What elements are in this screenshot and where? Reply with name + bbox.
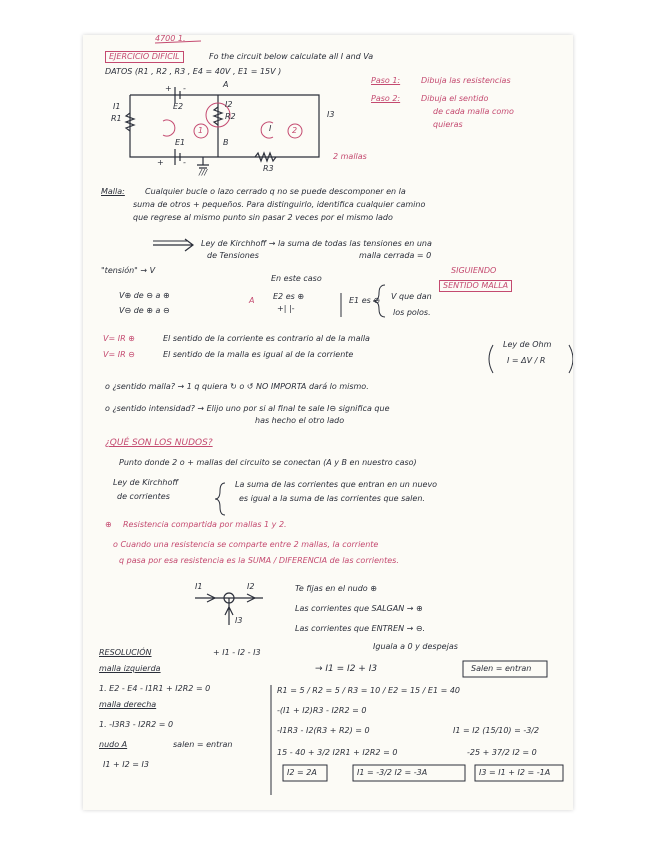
kirchhoff-current-2: de corrientes: [117, 492, 170, 501]
step1-text: Dibuja las resistencias: [421, 76, 511, 85]
kirchhoff-voltage-1: Ley de Kirchhoff → la suma de todas las tensiones en una: [201, 239, 432, 248]
node-i3: I3: [235, 616, 243, 625]
question-sentido-malla: o ¿sentido malla? → 1 q quiera ↻ o ↺ NO IMPORTA dará lo mismo.: [105, 382, 369, 391]
v-que-dan: V que dan: [391, 292, 432, 301]
nodos-title: ¿QUÉ SON LOS NUDOS?: [105, 438, 213, 448]
circuit-loop-I: I: [269, 124, 272, 133]
circuit-label-R1: R1: [111, 114, 122, 123]
ohm-law-title: Ley de Ohm: [503, 340, 552, 349]
circuit-label-I1: I1: [113, 102, 121, 111]
step2-label: Paso 2:: [371, 94, 401, 103]
solution-right-mesh: malla derecha: [99, 700, 157, 709]
solution-step-5: -25 + 37/2 I2 = 0: [467, 748, 537, 757]
shared-note-2: q pasa por esa resistencia es la SUMA / DIFERENCIA de las corrientes.: [119, 556, 399, 565]
exercise-tag: EJERCICIO DIFICIL: [105, 51, 184, 63]
node-iguala: Iguala a 0 y despejas: [373, 642, 458, 651]
circuit-label-A: A: [223, 80, 229, 89]
circuit-label-B: B: [223, 138, 229, 147]
solution-node-A: nudo A: [99, 740, 128, 749]
v-que-polos: los polos.: [393, 308, 431, 317]
circuit-mesh-1: 1: [198, 126, 204, 135]
malla-def-2: suma de otros + pequeños. Para distinguirlo, identifica cualquier camino: [133, 200, 426, 209]
solution-node-note: salen = entran: [173, 740, 233, 749]
node-sum: + I1 - I2 - I3: [213, 648, 261, 657]
node-salen-entran: Salen = entran: [471, 664, 532, 673]
data-line: DATOS (R1 , R2 , R3 , E4 = 40V , E1 = 15V ): [105, 67, 282, 76]
circuit-label-E2: E2: [173, 102, 184, 111]
solution-title: RESOLUCIÓN: [99, 648, 152, 657]
ohm-rule-2-tag: V= IR ⊖: [103, 350, 135, 359]
circuit-label-I3: I3: [327, 110, 335, 119]
exercise-statement: Fo the circuit below calculate all I and Va: [209, 52, 374, 61]
solution-eq1: 1. E2 - E4 - I1R1 + I2R2 = 0: [99, 684, 211, 693]
circuit-label-E1: E1: [175, 138, 186, 147]
kirchhoff-current-3: La suma de las corrientes que entran en un nuevo: [235, 480, 438, 489]
v-minus-rule: V⊖ de ⊕ a ⊖: [119, 306, 170, 315]
mesh-1-arrow: [163, 120, 175, 136]
solution-data: R1 = 5 / R2 = 5 / R3 = 10 / E2 = 15 / E1 = 40: [277, 686, 461, 695]
ohm-rule-1: El sentido de la corriente es contrario al de la malla: [163, 334, 370, 343]
node-diagram: [195, 593, 263, 625]
case-A-mark: A: [249, 296, 255, 305]
malla-title: Malla:: [101, 187, 125, 196]
shared-title: Resistencia compartida por mallas 1 y 2.: [123, 520, 287, 529]
two-meshes-note: 2 mallas: [333, 152, 367, 161]
node-rule-1: Te fijas en el nudo ⊕: [295, 584, 377, 593]
e1-sign: E1 es ⊖: [349, 296, 381, 305]
sentido-1: SIGUIENDO: [451, 266, 497, 275]
node-i2: I2: [247, 582, 255, 591]
v-plus-rule: V⊕ de ⊖ a ⊕: [119, 291, 170, 300]
step2-text3: quieras: [433, 120, 463, 129]
ohm-rule-1-tag: V= IR ⊕: [103, 334, 135, 343]
nodos-definition: Punto donde 2 o + mallas del circuito se conectan (A y B en nuestro caso): [119, 458, 417, 467]
circuit-label-R2: R2: [225, 112, 236, 121]
solution-step-1: -(I1 + I2)R3 - I2R2 = 0: [277, 706, 367, 715]
shared-note-1: o Cuando una resistencia se comparte entre 2 mallas, la corriente: [113, 540, 379, 549]
e2-polarity: +| |-: [277, 304, 295, 313]
circuit-label-I2: I2: [225, 100, 233, 109]
solution-step-4: 15 - 40 + 3/2 I2R1 + I2R2 = 0: [277, 748, 398, 757]
e2-sign: E2 es ⊕: [273, 292, 305, 301]
circuit-plus-top: +: [165, 84, 172, 93]
circuit-ground: ///: [199, 168, 208, 177]
node-result: → I1 = I2 + I3: [315, 664, 378, 674]
circuit-label-R3: R3: [263, 164, 274, 173]
circuit-diagram: [126, 84, 319, 168]
step2-text2: de cada malla como: [433, 107, 514, 116]
circuit-minus-bottom: -: [183, 158, 186, 167]
node-i1: I1: [195, 582, 203, 591]
circuit-plus-bottom: +: [157, 158, 164, 167]
top-scribble: 4700 1.: [155, 35, 186, 43]
notebook-page: [83, 35, 573, 810]
step2-text: Dibuja el sentido: [421, 94, 489, 103]
kirchhoff-voltage-2: de Tensiones: [207, 251, 259, 260]
solution-answer-i1: I1 = -3/2 I2 = -3A: [357, 768, 428, 777]
solution-eq2: 1. -I3R3 - I2R2 = 0: [99, 720, 174, 729]
malla-def-1: Cualquier bucle o lazo cerrado q no se puede descomponer en la: [145, 187, 406, 196]
kirchhoff-voltage-3: malla cerrada = 0: [359, 251, 432, 260]
solution-node-eq: I1 + I2 = I3: [103, 760, 149, 769]
circuit-mesh-2: 2: [292, 126, 298, 135]
sentido-2: SENTIDO MALLA: [439, 280, 512, 292]
malla-def-3: que regrese al mismo punto sin pasar 2 veces por el mismo lado: [133, 213, 393, 222]
solution-answer-i3: I3 = I1 + I2 = -1A: [479, 768, 551, 777]
question-sentido-intensidad-2: has hecho el otro lado: [255, 416, 345, 425]
ohm-rule-2: El sentido de la malla es igual al de la corriente: [163, 350, 354, 359]
solution-answer-i2: I2 = 2A: [287, 768, 317, 777]
tension-label: "tensión" → V: [101, 266, 156, 275]
solution-step-2: -I1R3 - I2(R3 + R2) = 0: [277, 726, 370, 735]
circuit-minus-top: -: [183, 84, 186, 93]
kirchhoff-current-1: Ley de Kirchhoff: [113, 478, 179, 487]
shared-tag: ⊕: [105, 520, 112, 529]
kirchhoff-current-4: es igual a la suma de las corrientes que salen.: [239, 494, 425, 503]
ohm-law-formula: I = ΔV / R: [507, 356, 546, 365]
solution-left-mesh: malla izquierda: [99, 664, 161, 673]
node-rule-3: Las corrientes que ENTREN → ⊖.: [295, 624, 426, 633]
node-rule-2: Las corrientes que SALGAN → ⊕: [295, 604, 423, 613]
solution-step-3: I1 = I2 (15/10) = -3/2: [453, 726, 540, 735]
tension-in-case: En este caso: [271, 274, 322, 283]
question-sentido-intensidad: o ¿sentido intensidad? → Elijo uno por si al final te sale I⊖ significa que: [105, 404, 390, 413]
step1-label: Paso 1:: [371, 76, 401, 85]
